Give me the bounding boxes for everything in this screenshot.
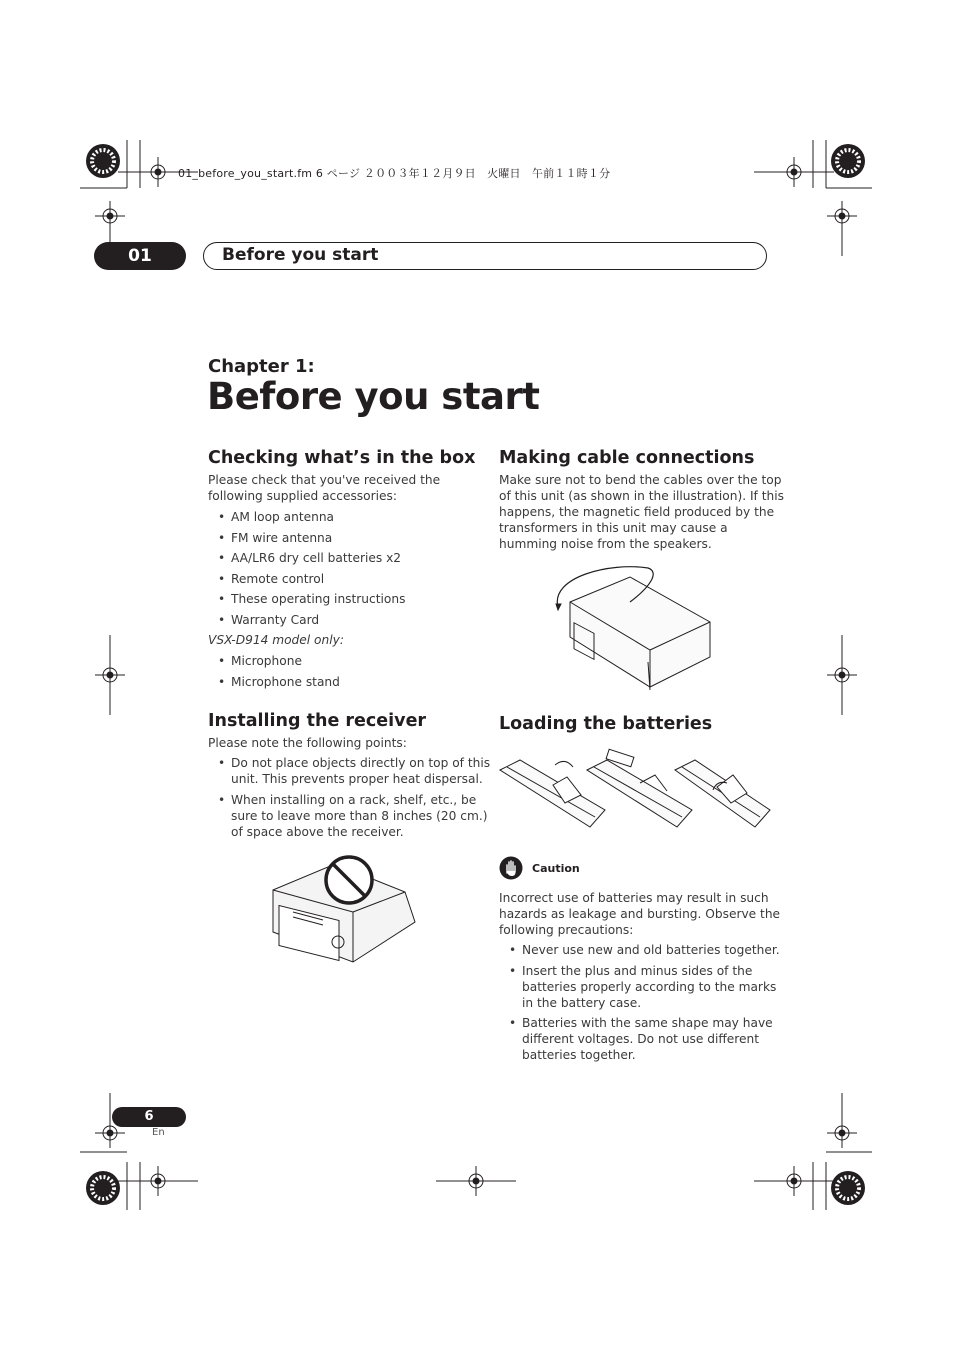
cables-text-line: of this unit (as shown in the illustration). If this [499,489,784,503]
list-item-line: • Never use new and old batteries together. [522,943,780,957]
list-item-line: unit. This prevents proper heat dispersal. [231,772,483,786]
list-item: • These operating instructions [208,591,405,607]
caution-hand-icon [499,856,523,880]
model-note: VSX-D914 model only: [208,633,344,647]
installing-heading: Installing the receiver [208,711,427,731]
cables-text-line: transformers in this unit may cause a [499,521,728,535]
list-item [208,755,490,787]
list-item-line: batteries together. [522,1048,636,1062]
chapter-title: Before you start [207,375,540,418]
checking-intro-line: Please check that you've received the [208,473,441,487]
caution-label: Caution [532,862,580,875]
list-item [499,942,780,958]
caution-intro-line: Incorrect use of batteries may result in such [499,891,769,905]
caution-intro-line: following precautions: [499,923,634,937]
list-item-line: • Insert the plus and minus sides of the [522,963,753,978]
battery-loading-illustration [495,745,775,835]
list-item-line: of space above the receiver. [231,824,404,839]
installing-intro: Please note the following points: [208,736,407,750]
list-item-line: • Batteries with the same shape may have [522,1016,773,1030]
cables-heading: Making cable connections [499,448,755,468]
list-item-line: in the battery case. [522,995,642,1010]
section-title-bar [203,242,767,270]
checking-heading: Checking what’s in the box [208,448,476,468]
list-item: • Microphone stand [208,674,340,690]
list-item: • Remote control [208,571,405,587]
cables-text [499,472,784,552]
page-language: En [152,1127,165,1138]
list-item [208,792,490,840]
list-item-line: sure to leave more than 8 inches (20 cm.) [231,808,488,823]
list-item: • AA/LR6 dry cell batteries x2 [208,550,405,566]
list-item [499,963,780,1011]
chapter-label: Chapter 1: [208,356,315,377]
cables-text-line: happens, the magnetic field produced by the [499,505,775,519]
cable-routing-illustration [550,562,720,692]
section-title: Before you start [222,245,379,265]
model-accessory-list [208,653,340,694]
receiver-no-objects-illustration [265,852,425,972]
page-number: 6 [112,1107,186,1127]
list-item-line: batteries properly according to the marks [522,979,777,994]
list-item: • AM loop antenna [208,509,405,525]
list-item: • FM wire antenna [208,530,405,546]
list-item: • Warranty Card [208,612,405,628]
print-header: 01_before_you_start.fm 6 ページ ２００３年１２月９日 火曜日 午前１１時１分 [178,167,611,180]
list-item-line: • Do not place objects directly on top of this [231,756,491,770]
installing-list [208,755,490,844]
cables-text-line: Make sure not to bend the cables over the top [499,473,782,487]
list-item [499,1015,780,1063]
caution-intro [499,890,780,938]
caution-intro-line: hazards as leakage and bursting. Observe the [499,907,781,921]
list-item: • Microphone [208,653,340,669]
chapter-number-badge: 01 [94,242,186,270]
cables-text-line: humming noise from the speakers. [499,537,712,551]
checking-intro-line: following supplied accessories: [208,489,397,503]
list-item-line: different voltages. Do not use different [522,1032,760,1046]
checking-intro [208,472,440,504]
accessory-list [208,509,405,632]
caution-list [499,942,780,1068]
list-item-line: • When installing on a rack, shelf, etc., be [231,792,477,807]
batteries-heading: Loading the batteries [499,714,713,734]
